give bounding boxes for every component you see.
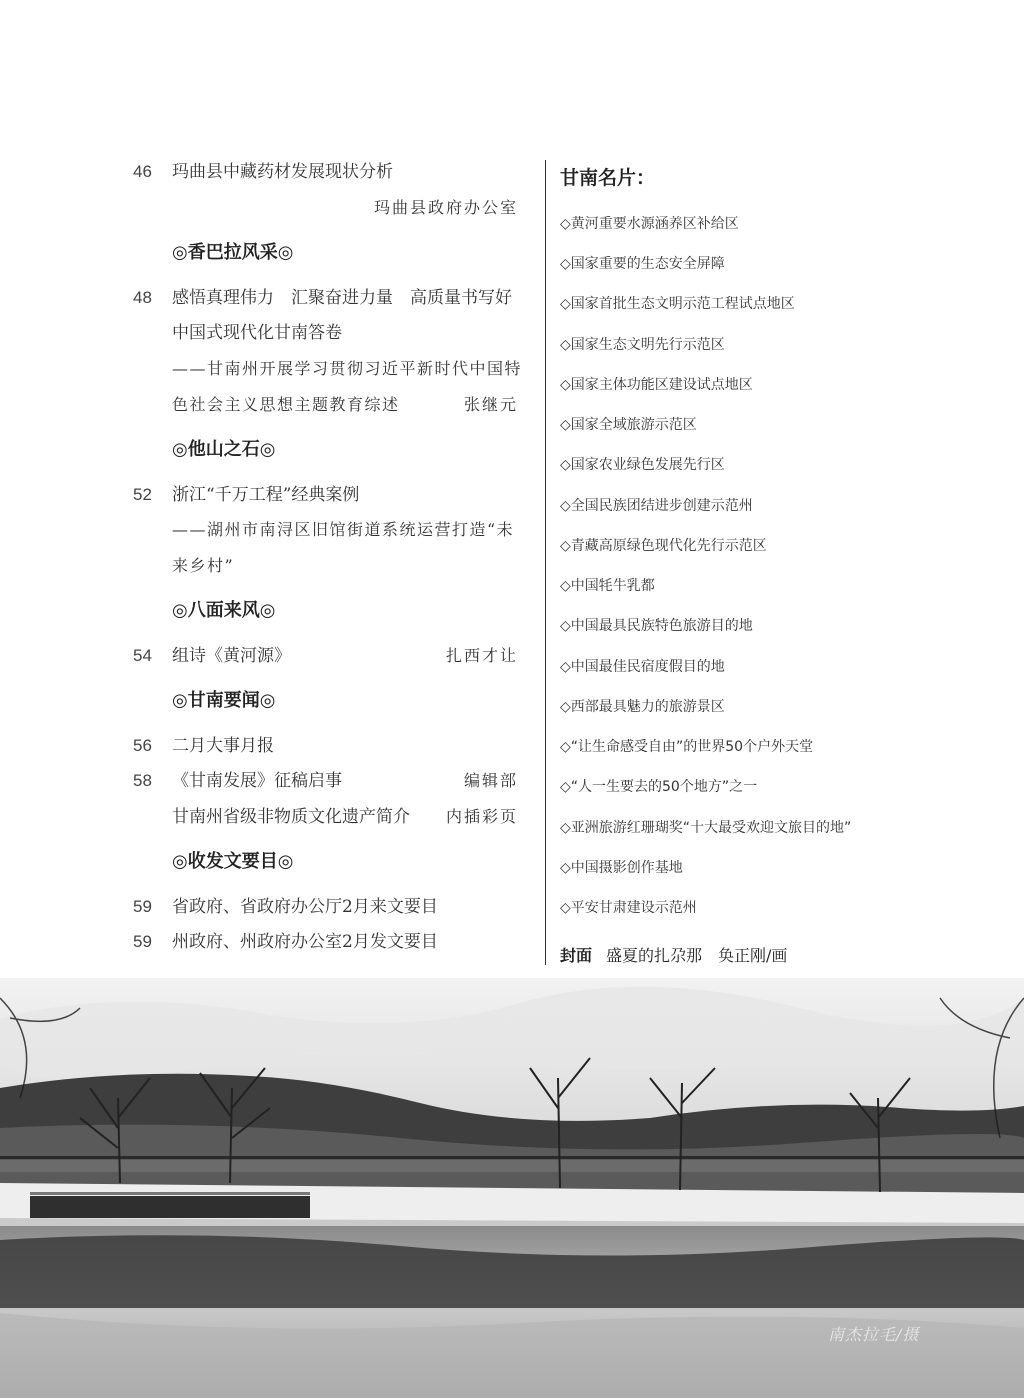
article-author: 编辑部: [463, 771, 518, 790]
section-heading: ◎收发文要目◎: [172, 851, 294, 872]
cover-label: 封面: [560, 946, 593, 965]
article-title[interactable]: 组诗《黄河源》: [172, 646, 291, 666]
honor-item: ◇国家重要的生态安全屏障: [560, 256, 725, 272]
article-subtitle-cont: 来乡村”: [172, 556, 235, 575]
article-title[interactable]: 玛曲县中藏药材发展现状分析: [172, 162, 393, 182]
page-number: 48: [133, 288, 152, 307]
honor-item: ◇中国最佳民宿度假目的地: [560, 659, 725, 675]
article-subtitle: ——湖州市南浔区旧馆街道系统运营打造“未: [172, 520, 515, 539]
page-number: 54: [133, 646, 152, 665]
photo-credit: 南杰拉毛/摄: [828, 1325, 920, 1344]
cover-text: 盛夏的扎尕那 奂正刚/画: [606, 946, 788, 965]
article-title[interactable]: 《甘南发展》征稿启事: [172, 771, 342, 791]
article-author: 玛曲县政府办公室: [373, 198, 518, 217]
honor-item: ◇国家首批生态文明示范工程试点地区: [560, 296, 795, 312]
article-title[interactable]: 甘南州省级非物质文化遗产简介: [172, 807, 410, 827]
honor-item: ◇“让生命感受自由”的世界50个户外天堂: [560, 739, 814, 755]
article-title[interactable]: 省政府、省政府办公厅2月来文要目: [172, 897, 438, 917]
column-divider: [545, 160, 546, 965]
honor-item: ◇全国民族团结进步创建示范州: [560, 498, 753, 514]
article-title-cont[interactable]: 中国式现代化甘南答卷: [172, 323, 342, 343]
honor-item: ◇国家全域旅游示范区: [560, 417, 697, 433]
page-number: 46: [133, 162, 152, 181]
page-number: 52: [133, 485, 152, 504]
article-title[interactable]: 二月大事月报: [172, 736, 274, 756]
honor-item: ◇西部最具魅力的旅游景区: [560, 699, 725, 715]
table-of-contents: [0, 0, 540, 975]
article-author: 张继元: [463, 395, 518, 414]
honor-item: ◇黄河重要水源涵养区补给区: [560, 216, 739, 232]
page-number: 58: [133, 771, 152, 790]
article-author: 扎西才让: [445, 646, 518, 665]
page-number: 59: [133, 932, 152, 951]
section-heading: ◎甘南要闻◎: [172, 690, 276, 711]
article-title[interactable]: 浙江“千万工程”经典案例: [172, 485, 360, 505]
page-number: 56: [133, 736, 152, 755]
honor-item: ◇亚洲旅游红珊瑚奖“十大最受欢迎文旅目的地”: [560, 820, 852, 836]
honor-item: ◇国家农业绿色发展先行区: [560, 457, 725, 473]
panel-title: 甘南名片：: [560, 167, 656, 189]
article-subtitle-cont: 色社会主义思想主题教育综述: [172, 395, 400, 414]
section-heading: ◎他山之石◎: [172, 439, 276, 460]
article-subtitle: ——甘南州开展学习贯彻习近平新时代中国特: [172, 359, 523, 378]
cover-caption: [560, 943, 787, 966]
honor-item: ◇中国最具民族特色旅游目的地: [560, 618, 753, 634]
honor-item: ◇“人一生要去的50个地方”之一: [560, 779, 758, 795]
article-author: 内插彩页: [445, 807, 518, 826]
gannan-card-panel: [560, 0, 1000, 975]
honor-item: ◇国家主体功能区建设试点地区: [560, 377, 753, 393]
section-heading: ◎八面来风◎: [172, 600, 276, 621]
article-title[interactable]: 感悟真理伟力 汇聚奋进力量 高质量书写好: [172, 288, 512, 308]
page-number: 59: [133, 897, 152, 916]
honor-item: ◇中国牦牛乳都: [560, 578, 655, 594]
honor-item: ◇国家生态文明先行示范区: [560, 337, 725, 353]
honor-item: ◇平安甘肃建设示范州: [560, 900, 697, 916]
section-heading: ◎香巴拉风采◎: [172, 242, 294, 263]
honor-item: ◇中国摄影创作基地: [560, 860, 683, 876]
article-title[interactable]: 州政府、州政府办公室2月发文要目: [172, 932, 438, 952]
honor-item: ◇青藏高原绿色现代化先行示范区: [560, 538, 767, 554]
